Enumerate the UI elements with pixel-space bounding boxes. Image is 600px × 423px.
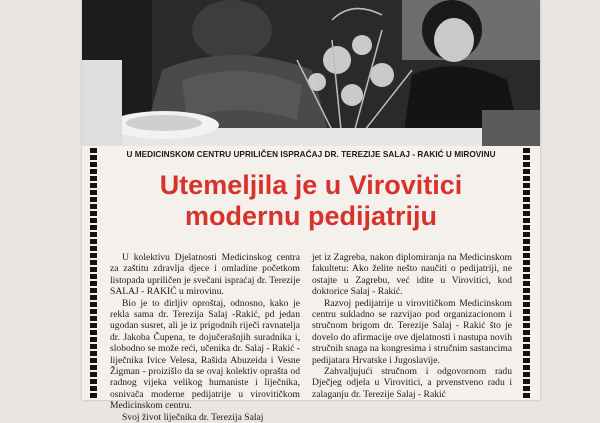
article-kicker: U MEDICINSKOM CENTRU UPRILIČEN ISPRAĆAJ DR. TEREZIJE SALAJ - RAKIĆ U MIROVINU xyxy=(126,150,496,159)
newspaper-clipping xyxy=(82,0,540,423)
article-photo xyxy=(82,0,540,146)
decorative-border-left xyxy=(90,148,97,400)
paragraph: Razvoj pedijatrije u virovitičkom Medicinskom centru sukladno se razvijao pod organizacionom i stručnom brigom dr. Terezije Salaj - Rakić što je dovelo do afirmacije ove djelatnosti i nastupa novih stručnih snaga na kongresima i stručnim sastancima pedijatara Hrvatske i Jugoslavije. xyxy=(312,297,512,366)
headline-line-2: modernu pedijatriju xyxy=(184,201,438,231)
paragraph: Svoj život liječnika dr. Terezija Salaj xyxy=(122,411,264,423)
paragraph: jet iz Zagreba, nakon diplomiranja na Medicinskom fakultetu: Ako želite nešto naučiti o pedijatriji, ne ostajte u Zagrebu, već idite u Virovitici, kod doktorice Salaj - Rakić. xyxy=(312,252,512,298)
headline-line-1: Utemeljila je u Virovitici xyxy=(159,170,463,200)
decorative-border-right xyxy=(523,148,530,400)
article-column-2 xyxy=(312,252,512,400)
article-column-1 xyxy=(110,252,300,423)
article-headline xyxy=(102,170,520,232)
paragraph: Bio je to dirljiv oproštaj, odnosno, kako je rekla sama dr. Terezija Salaj -Rakić, pd jedan ugodan susret, ali je iz prigodnih riječi ravnatelja dr. Jakoba Čupena, te dojučerašnjih suradnika i, slobodno se može reći, učenika dr. Salaj - Rakić - liječnika Ivice Velesa, Rašida Abuzeida i Vesne Žigman - proizišlo da se ovaj kolektiv oprašta od radnog vijeka velikog humaniste i liječnika, osnivača moderne pedijatrije u virovitičkom Medicinskom centru. xyxy=(110,297,300,412)
paragraph: Zahvaljujući stručnom i odgovornom radu Dječjeg odjela u Virovitici, a prvenstveno radu i zalaganju dr. Terezije Salaj - Rakić xyxy=(312,366,512,400)
paragraph: U kolektivu Djelatnosti Medicinskog centra za zaštitu zdravlja djece i omladine početkom listopada upriličen je svečani ispraćaj dr. Terezije SALAJ - RAKIĆ u mirovinu. xyxy=(110,252,300,298)
